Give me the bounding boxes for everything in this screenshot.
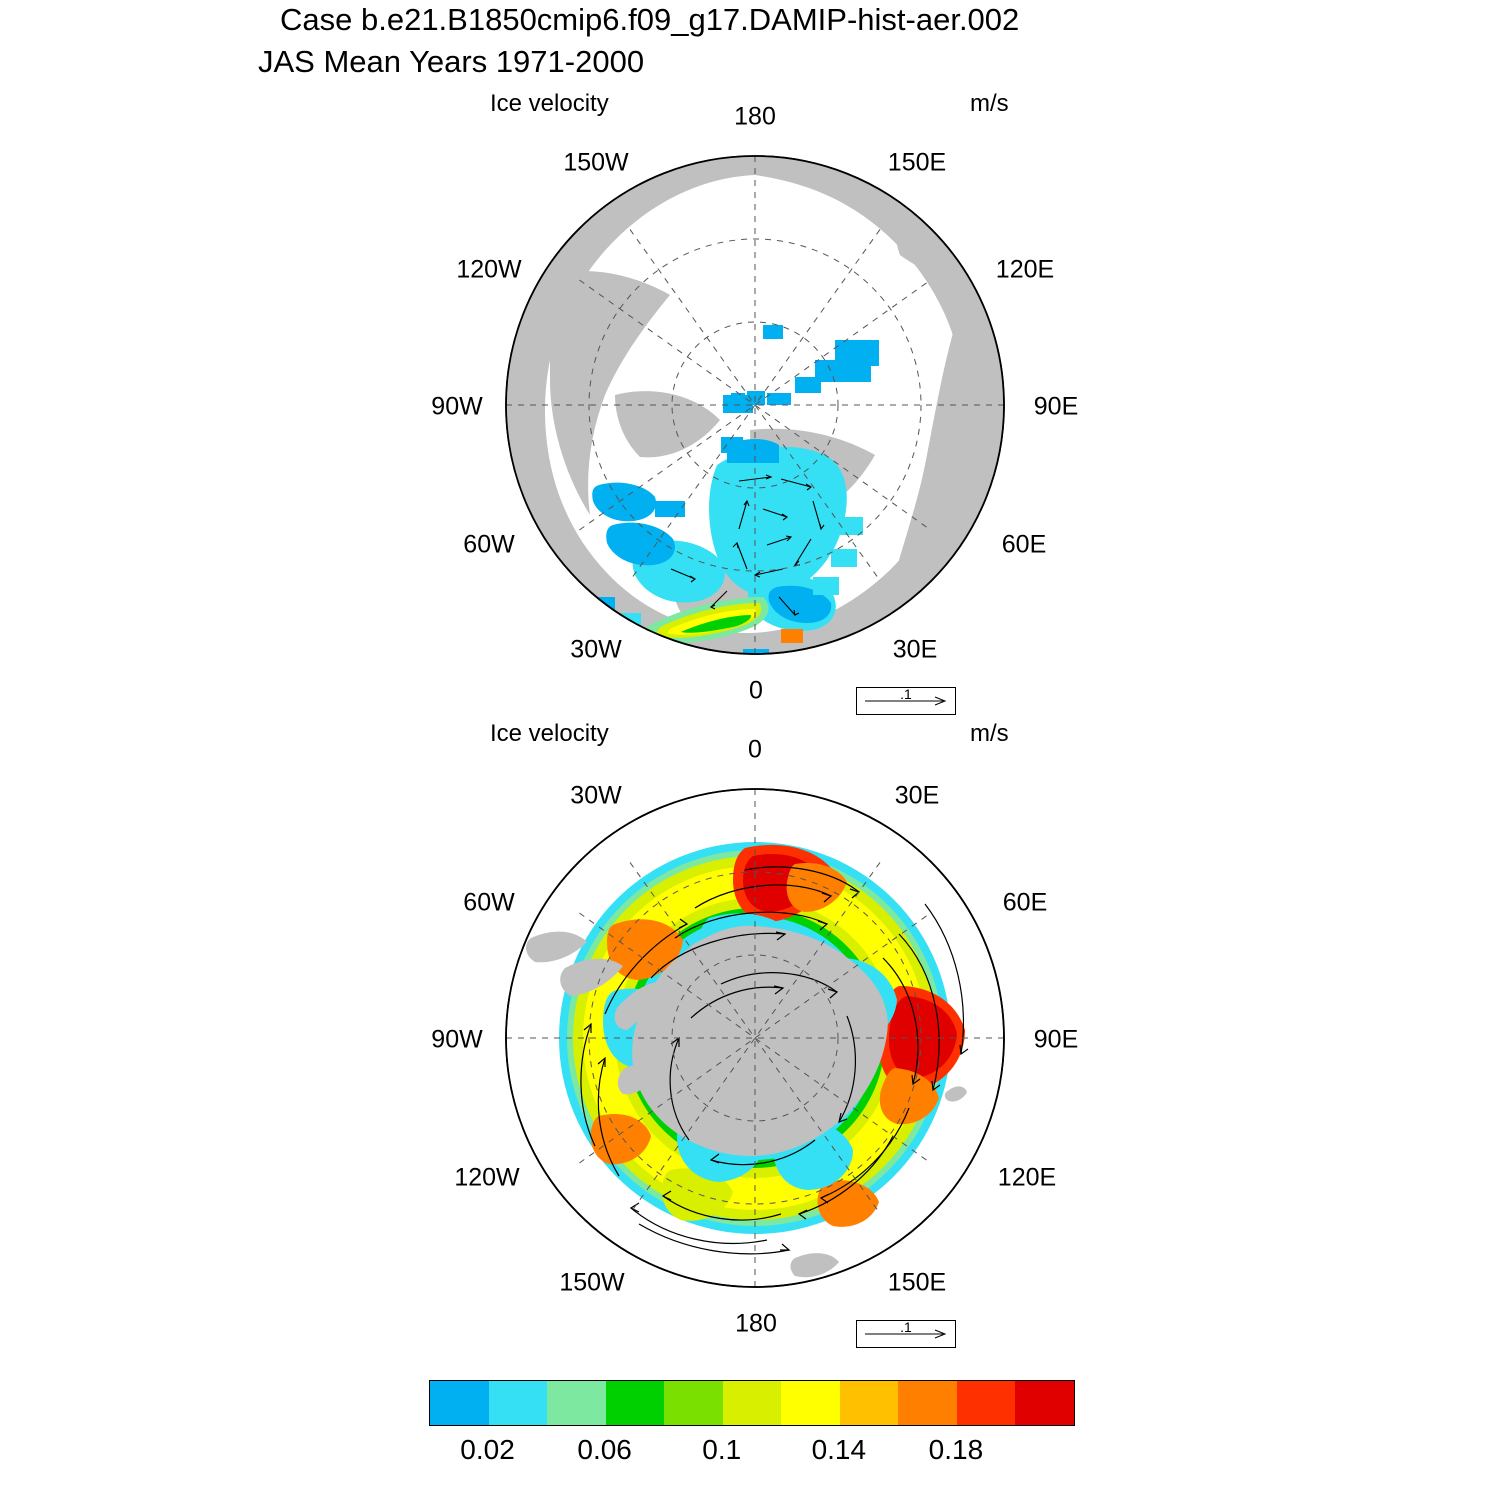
page-subtitle: JAS Mean Years 1971-2000 [258, 44, 645, 79]
colorbar-swatch [781, 1381, 840, 1425]
panel-northern-hemisphere [0, 90, 1500, 720]
tick-label-180: 180 [735, 1309, 777, 1338]
tick-label-150E: 150E [887, 1268, 947, 1297]
tick-label-60E: 60E [1002, 888, 1048, 917]
colorbar-swatch [489, 1381, 548, 1425]
tick-label-120W: 120W [456, 255, 522, 284]
vector-key-north-label: .1 [900, 686, 912, 702]
tick-label-30E: 30E [894, 781, 940, 810]
tick-label-150W: 150W [559, 1268, 625, 1297]
tick-label-30W: 30W [570, 781, 622, 810]
tick-label-120W: 120W [454, 1163, 520, 1192]
tick-label-120E: 120E [997, 1163, 1057, 1192]
colorbar-swatch [664, 1381, 723, 1425]
tick-label-150E: 150E [887, 148, 947, 177]
colorbar-swatch [430, 1381, 489, 1425]
panel1-units-label: m/s [970, 90, 1009, 117]
tick-label-180: 180 [734, 102, 776, 131]
colorbar-swatch [547, 1381, 606, 1425]
colorbar-swatch [957, 1381, 1016, 1425]
tick-label-60W: 60W [463, 888, 515, 917]
panel2-field-label: Ice velocity [490, 720, 609, 747]
vector-key-north [856, 687, 956, 715]
colorbar-swatch [723, 1381, 782, 1425]
colorbar-swatch [898, 1381, 957, 1425]
tick-label-120E: 120E [995, 255, 1055, 284]
tick-label-90E: 90E [1033, 1025, 1079, 1054]
panel-southern-hemisphere [0, 720, 1500, 1360]
polar-map-south-svg [495, 778, 1015, 1298]
tick-label-90E: 90E [1033, 392, 1079, 421]
panel1-field-label: Ice velocity [490, 90, 609, 117]
tick-label-90W: 90W [431, 392, 483, 421]
colorbar-label: 0.18 [928, 1434, 984, 1465]
page-title: Case b.e21.B1850cmip6.f09_g17.DAMIP-hist-aer.002 [280, 2, 1020, 37]
colorbar-label: 0.02 [460, 1434, 515, 1465]
tick-label-60E: 60E [1001, 530, 1047, 559]
vector-key-south-label: .1 [900, 1319, 912, 1335]
tick-label-150W: 150W [563, 148, 629, 177]
colorbar-label: 0.1 [702, 1434, 742, 1465]
colorbar-swatch [606, 1381, 665, 1425]
tick-label-30W: 30W [570, 635, 622, 664]
panel2-units-label: m/s [970, 720, 1009, 747]
colorbar-swatches [429, 1380, 1075, 1426]
colorbar [0, 1380, 1500, 1500]
tick-label-0: 0 [749, 676, 763, 705]
tick-label-30E: 30E [892, 635, 938, 664]
tick-label-90W: 90W [431, 1025, 483, 1054]
tick-label-0: 0 [748, 735, 762, 764]
vector-key-south [856, 1320, 956, 1348]
colorbar-label: 0.06 [577, 1434, 632, 1465]
tick-label-60W: 60W [463, 530, 515, 559]
colorbar-label: 0.14 [811, 1434, 867, 1465]
colorbar-swatch [840, 1381, 899, 1425]
polar-map-north-svg [495, 145, 1015, 665]
colorbar-swatch [1015, 1381, 1074, 1425]
polar-map-south [431, 735, 1079, 1338]
